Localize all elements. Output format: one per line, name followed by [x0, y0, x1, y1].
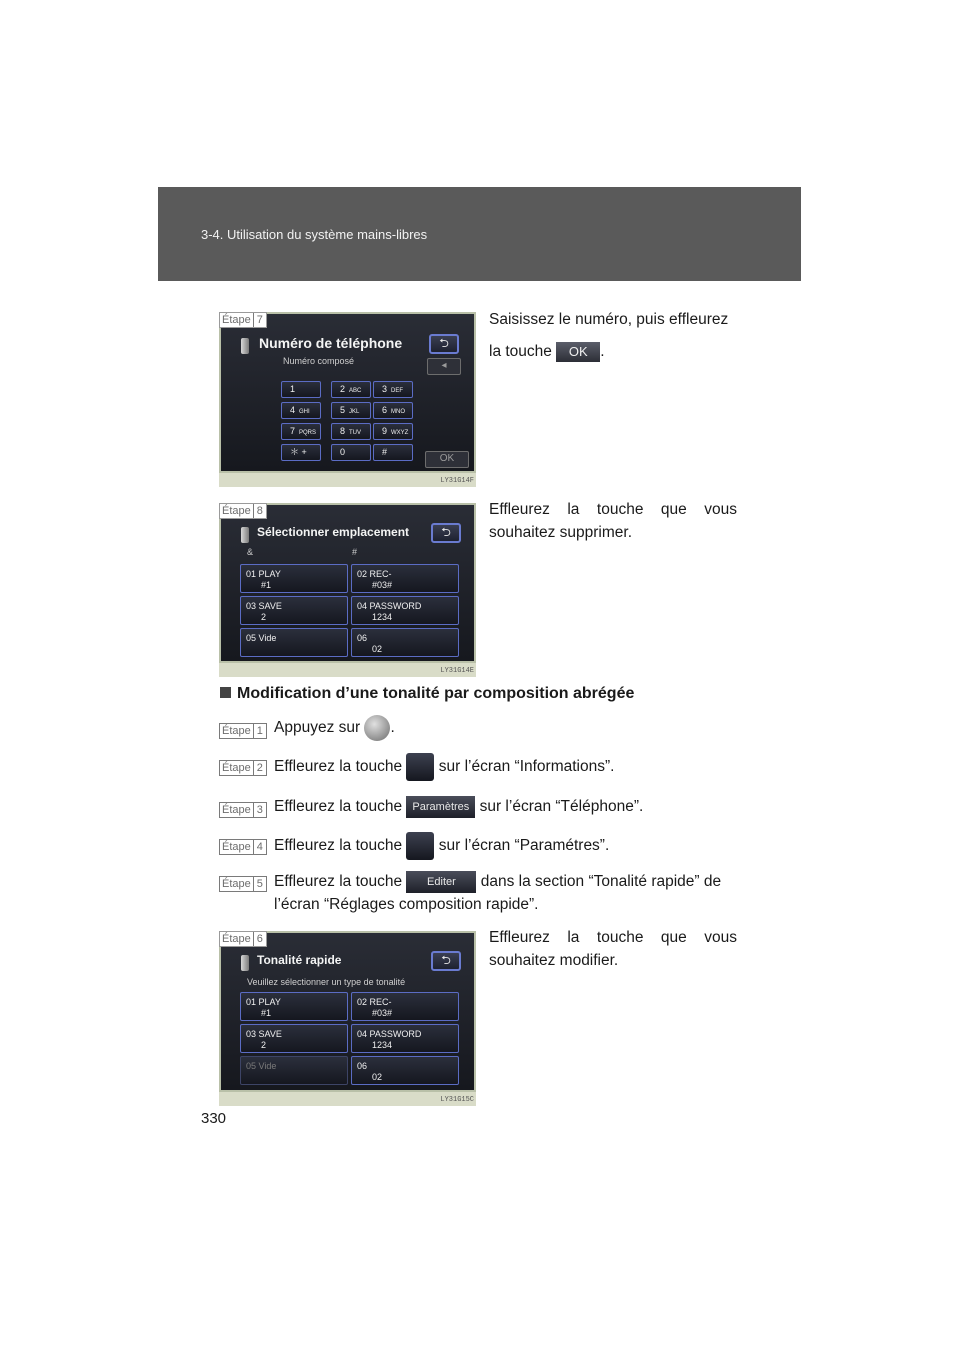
speed-dial-slot[interactable]: 02 REC- #03# [351, 564, 459, 593]
step-badge: Étape 6 [219, 931, 267, 947]
telephone-icon [406, 753, 434, 781]
info-button-icon [364, 715, 390, 741]
ok-button-icon: OK [556, 342, 600, 362]
speed-dial-slot[interactable]: 03 SAVE 2 [240, 596, 348, 625]
phone-handset-icon [241, 527, 249, 543]
screen-title: Tonalité rapide [257, 953, 342, 967]
keypad-key[interactable]: 9 WXYZ [373, 423, 413, 440]
figure-code: LY31G14E [440, 667, 474, 675]
step-7-instruction: Saisissez le numéro, puis effleurez la touche OK . [489, 311, 729, 360]
speed-dial-slot[interactable]: 06 02 [351, 1056, 459, 1085]
screen-footer [219, 1092, 476, 1106]
screen-footer [219, 663, 476, 677]
phone-handset-icon [241, 955, 249, 971]
screen-title: Sélectionner emplacement [257, 525, 410, 539]
speed-dial-slot[interactable]: 01 PLAY #1 [240, 992, 348, 1021]
back-button[interactable]: ⮌ [431, 951, 461, 971]
speed-dial-slot[interactable]: 04 PASSWORD 1234 [351, 596, 459, 625]
keypad-key[interactable]: 5 JKL [331, 402, 371, 419]
column-label: # [352, 547, 358, 557]
step-4-instruction: Effleurez la touche sur l’écran “Paramétres”. [274, 832, 609, 860]
editer-button-icon: Editer [406, 871, 476, 893]
step-badge: Étape 8 [219, 503, 267, 519]
keypad-key[interactable]: 2 ABC [331, 381, 371, 398]
chapter-title: 3-4. Utilisation du système mains-libres [201, 227, 428, 242]
keypad-key[interactable]: 0 [331, 444, 371, 461]
step-6-instruction: Effleurez la touche que vous souhaitez modifier. [489, 929, 737, 969]
step-3-instruction: Effleurez la touche Paramètres sur l’écran “Téléphone”. [274, 795, 643, 818]
ok-button[interactable]: OK [425, 451, 469, 468]
speed-dial-slot[interactable]: 06 02 [351, 628, 459, 657]
back-button[interactable]: ⮌ [429, 334, 459, 354]
keypad-key[interactable]: 1 [281, 381, 321, 398]
speed-dial-slot[interactable]: 04 PASSWORD 1234 [351, 1024, 459, 1053]
speed-dial-slot-disabled: 05 Vide [240, 1056, 348, 1085]
page-number: 330 [201, 1110, 227, 1127]
step-badge: Étape 3 [219, 802, 267, 818]
keypad-key[interactable]: 4 GHI [281, 402, 321, 419]
screen-footer [219, 473, 476, 487]
figure-code: LY31G14F [440, 477, 474, 485]
speed-dial-slot[interactable]: 03 SAVE 2 [240, 1024, 348, 1053]
speed-dial-slot[interactable]: 05 Vide [240, 628, 348, 657]
step-badge: Étape 5 [219, 876, 267, 892]
keypad-key[interactable]: ＊ + [281, 444, 321, 461]
keypad-key[interactable]: 6 MNO [373, 402, 413, 419]
square-bullet-icon [220, 687, 231, 698]
delete-button[interactable]: ◂ [427, 358, 461, 375]
step-5-instruction: Effleurez la touche Editer dans la section “Tonalité rapide” de l’écran “Réglages composition rapide”. [274, 870, 738, 916]
step-2-instruction: Effleurez la touche sur l’écran “Informations”. [274, 753, 614, 781]
screenshot-select-location [219, 503, 476, 677]
speed-dial-icon [406, 832, 434, 860]
keypad-key[interactable]: 8 TUV [331, 423, 371, 440]
step-badge: Étape 4 [219, 839, 267, 855]
chapter-header [158, 187, 801, 281]
screenshot-quick-tone [219, 931, 476, 1106]
column-label: & [247, 547, 254, 557]
screen-title: Numéro de téléphone [259, 335, 403, 351]
speed-dial-slot[interactable]: 02 REC- #03# [351, 992, 459, 1021]
screen-subtitle: Numéro composé [283, 356, 355, 366]
step-badge: Étape 7 [219, 312, 267, 328]
screenshot-phone-number [219, 312, 476, 487]
step-8-instruction: Effleurez la touche que vous souhaitez supprimer. [489, 501, 737, 541]
phone-handset-icon [241, 338, 249, 354]
back-button[interactable]: ⮌ [431, 523, 461, 543]
figure-code: LY31G15C [440, 1096, 474, 1104]
keypad-key[interactable]: # [373, 444, 413, 461]
step-badge: Étape 2 [219, 760, 267, 776]
parametres-button-icon: Paramètres [406, 796, 475, 818]
step-1-instruction: Appuyez sur . [274, 715, 395, 741]
keypad-key[interactable]: 7 PQRS [281, 423, 321, 440]
keypad-key[interactable]: 3 DEF [373, 381, 413, 398]
speed-dial-slot[interactable]: 01 PLAY #1 [240, 564, 348, 593]
section-heading: Modification d’une tonalité par composition abrégée [220, 685, 634, 703]
screen-subtitle: Veuillez sélectionner un type de tonalité [247, 977, 406, 987]
step-badge: Étape 1 [219, 723, 267, 739]
